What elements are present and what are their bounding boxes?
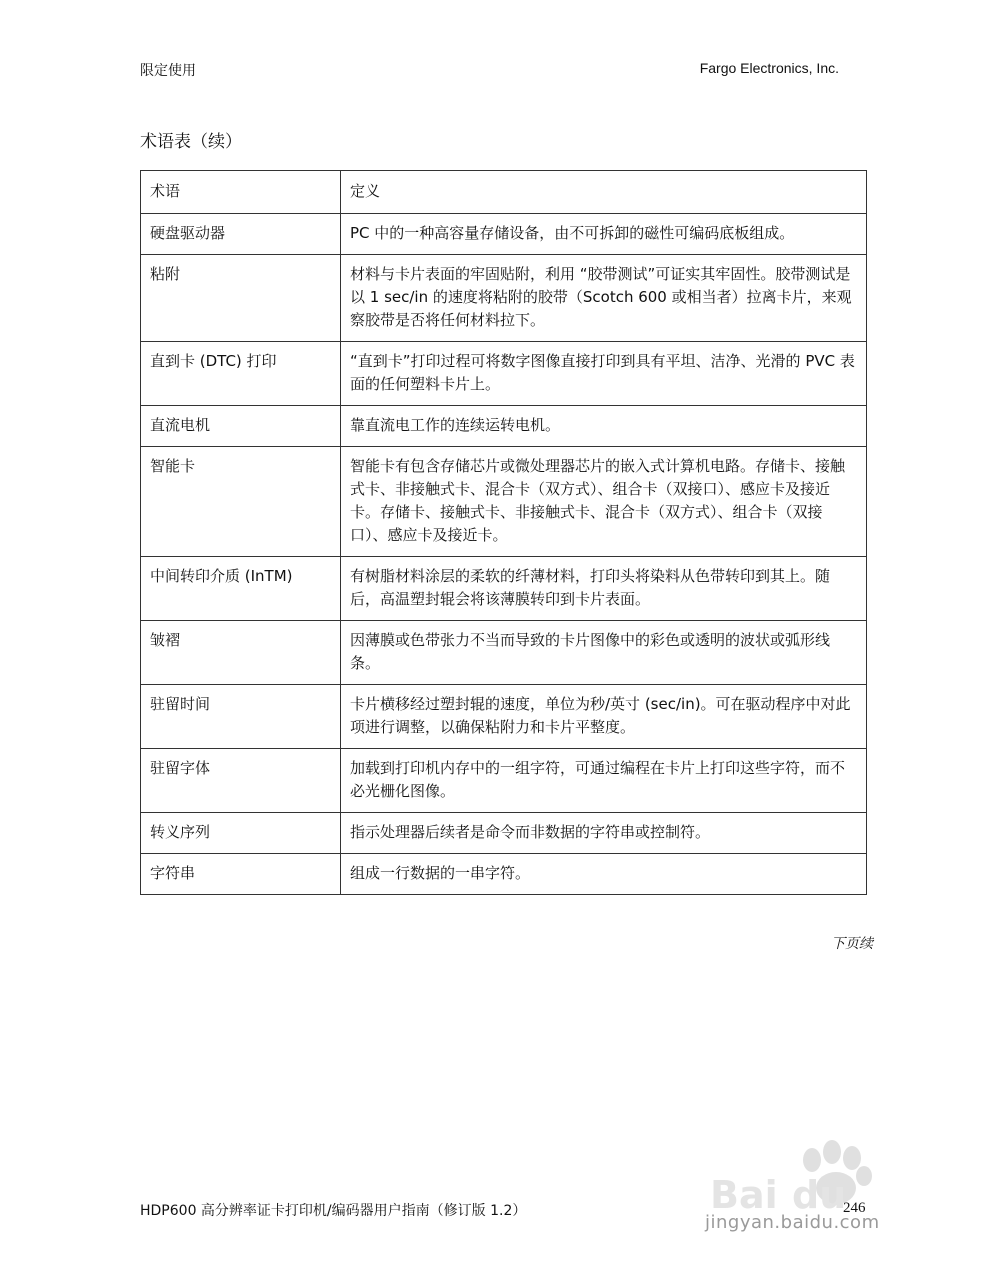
column-header-term: 术语	[141, 171, 341, 214]
term-cell: 直流电机	[141, 406, 341, 447]
table-row	[141, 854, 867, 895]
table-row	[141, 214, 867, 255]
watermark-url: jingyan.baidu.com	[705, 1212, 880, 1233]
term-cell: 转义序列	[141, 813, 341, 854]
table-row	[141, 749, 867, 813]
table-row	[141, 342, 867, 406]
term-cell: 硬盘驱动器	[141, 214, 341, 255]
definition-cell: 材料与卡片表面的牢固贴附，利用 “胶带测试”可证实其牢固性。胶带测试是以 1 sec/in 的速度将粘附的胶带（Scotch 600 或相当者）拉离卡片，来观察胶带是否将任何材料拉下。	[341, 255, 867, 342]
definition-cell: 指示处理器后续者是命令而非数据的字符串或控制符。	[341, 813, 867, 854]
definition-cell: “直到卡”打印过程可将数字图像直接打印到具有平坦、洁净、光滑的 PVC 表面的任何塑料卡片上。	[341, 342, 867, 406]
definition-cell: 靠直流电工作的连续运转电机。	[341, 406, 867, 447]
term-cell: 驻留时间	[141, 685, 341, 749]
continued-note: 下页续	[831, 936, 873, 952]
term-cell: 驻留字体	[141, 749, 341, 813]
footer-document-title: HDP600 高分辨率证卡打印机/编码器用户指南（修订版 1.2）	[140, 1203, 527, 1219]
definition-cell: 加载到打印机内存中的一组字符，可通过编程在卡片上打印这些字符，而不必光栅化图像。	[341, 749, 867, 813]
svg-text:du: du	[792, 1173, 847, 1217]
term-cell: 直到卡 (DTC) 打印	[141, 342, 341, 406]
table-header-row	[141, 171, 867, 214]
glossary-table	[140, 170, 867, 895]
definition-cell: PC 中的一种高容量存储设备，由不可拆卸的磁性可编码底板组成。	[341, 214, 867, 255]
svg-text:Bai: Bai	[710, 1173, 778, 1217]
term-cell: 智能卡	[141, 447, 341, 557]
column-header-definition: 定义	[341, 171, 867, 214]
term-cell: 字符串	[141, 854, 341, 895]
section-title: 术语表（续）	[140, 132, 242, 152]
table-row	[141, 557, 867, 621]
term-cell: 粘附	[141, 255, 341, 342]
table-row	[141, 406, 867, 447]
table-row	[141, 813, 867, 854]
page-number: 246	[843, 1200, 866, 1216]
header-company: Fargo Electronics, Inc.	[699, 60, 839, 76]
term-cell: 中间转印介质 (InTM)	[141, 557, 341, 621]
definition-cell: 因薄膜或色带张力不当而导致的卡片图像中的彩色或透明的波状或弧形线条。	[341, 621, 867, 685]
definition-cell: 有树脂材料涂层的柔软的纤薄材料，打印头将染料从色带转印到其上。随后，高温塑封辊会将该薄膜转印到卡片表面。	[341, 557, 867, 621]
table-row	[141, 685, 867, 749]
definition-cell: 卡片横移经过塑封辊的速度，单位为秒/英寸 (sec/in)。可在驱动程序中对此项进行调整，以确保粘附力和卡片平整度。	[341, 685, 867, 749]
term-cell: 皱褶	[141, 621, 341, 685]
definition-cell: 组成一行数据的一串字符。	[341, 854, 867, 895]
table-row	[141, 447, 867, 557]
definition-cell: 智能卡有包含存储芯片或微处理器芯片的嵌入式计算机电路。存储卡、接触式卡、非接触式卡、混合卡（双方式）、组合卡（双接口）、感应卡及接近卡。存储卡、接触式卡、非接触式卡、混合卡（双方式）、组合卡（双接口）、感应卡及接近卡。	[341, 447, 867, 557]
header-restricted-use: 限定使用	[140, 63, 196, 79]
table-row	[141, 255, 867, 342]
table-row	[141, 621, 867, 685]
